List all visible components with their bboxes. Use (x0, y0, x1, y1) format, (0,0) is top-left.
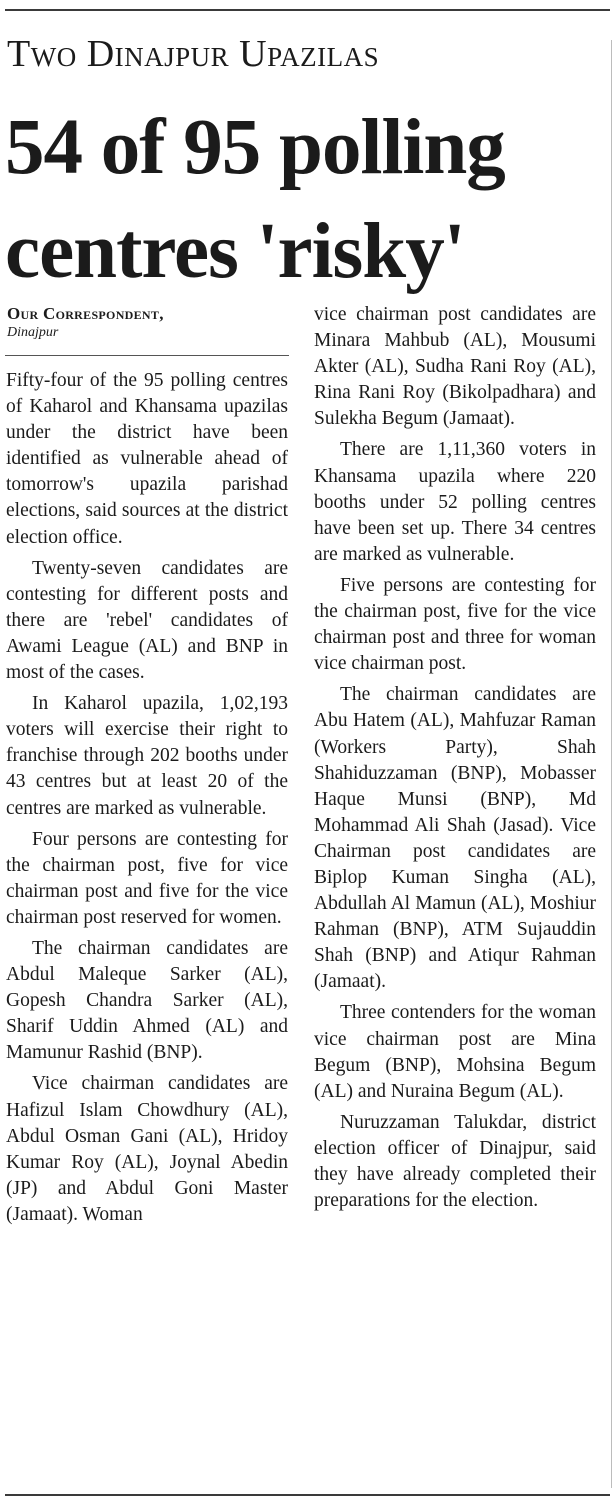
byline-rule (5, 355, 289, 356)
paragraph-1: Fifty-four of the 95 polling centres of Kaharol and Khansama upazilas under the district have been identified as vulnerable ahead of tomorrow's upazila parishad elections, said sources at the district election office. (6, 370, 288, 548)
byline-dateline: Dinajpur (7, 325, 59, 340)
headline (5, 96, 610, 304)
headline-line-2: centres 'risky' (5, 208, 465, 295)
paragraph-5: The chairman candidates are Abdul Maleque Sarker (AL), Gopesh Chandra Sarker (AL), Sharif Uddin Ahmed (AL) and Mamunur Rashid (BNP). (6, 937, 288, 1064)
paragraph-10: Three contenders for the woman vice chairman post are Mina Begum (BNP), Mohsina Begum (AL) and Nuraina Begum (AL). (314, 1002, 596, 1102)
paragraph-6-start: Vice chairman candidates are Hafizul Islam Chowdhury (AL), Abdul Osman Gani (AL), Hridoy Kumar Roy (AL), Joynal Abedin (JP) and Abdul Goni Master (Jamaat). Woman (6, 1073, 288, 1225)
kicker: Two Dinajpur Upazilas (7, 33, 380, 75)
paragraph-7: There are 1,11,360 voters in Khansama upazila where 220 booths under 52 polling centres have been set up. There 34 centres are marked as vulnerable. (314, 439, 596, 565)
byline-author: Our Correspondent, (7, 304, 164, 323)
top-rule (5, 9, 610, 11)
page-edge (611, 40, 612, 1488)
headline-line-1: 54 of 95 polling (5, 104, 505, 191)
paragraph-3: In Kaharol upazila, 1,02,193 voters will exercise their right to franchise through 202 booths under 43 centres but at least 20 of the centres are marked as vulnerable. (6, 693, 288, 819)
column-1 (6, 368, 288, 1228)
paragraph-8: Five persons are contesting for the chairman post, five for the vice chairman post and three for woman vice chairman post. (314, 574, 596, 675)
paragraph-9: The chairman candidates are Abu Hatem (AL), Mahfuzar Raman (Workers Party), Shah Shahiduzzaman (BNP), Mobasser Haque Munsi (BNP), Md Mohammad Ali Shah (Jasad). Vice Chairman post candidates are Biplop Kuman Singha (AL), Abdullah Al Mamun (AL), Moshiur Rahman (BNP), ATM Sujauddin Shah (BNP) and Atiqur Rahman (Jamaat). (314, 684, 596, 993)
paragraph-11: Nuruzzaman Talukdar, district election officer of Dinajpur, said they have already completed their preparations for the election. (314, 1111, 596, 1212)
paragraph-6-continued: vice chairman post candidates are Minara Mahbub (AL), Mousumi Akter (AL), Sudha Rani Roy (AL), Rina Rani Roy (Bikolpadhara) and Sulekha Begum (Jamaat). (314, 304, 596, 430)
column-2 (314, 302, 596, 1214)
byline (7, 304, 289, 342)
paragraph-4: Four persons are contesting for the chairman post, five for vice chairman post and five for the vice chairman post reserved for women. (6, 828, 288, 928)
paragraph-2: Twenty-seven candidates are contesting for different posts and there are 'rebel' candidates of Awami League (AL) and BNP in most of the cases. (6, 557, 288, 684)
bottom-rule (5, 1494, 610, 1496)
